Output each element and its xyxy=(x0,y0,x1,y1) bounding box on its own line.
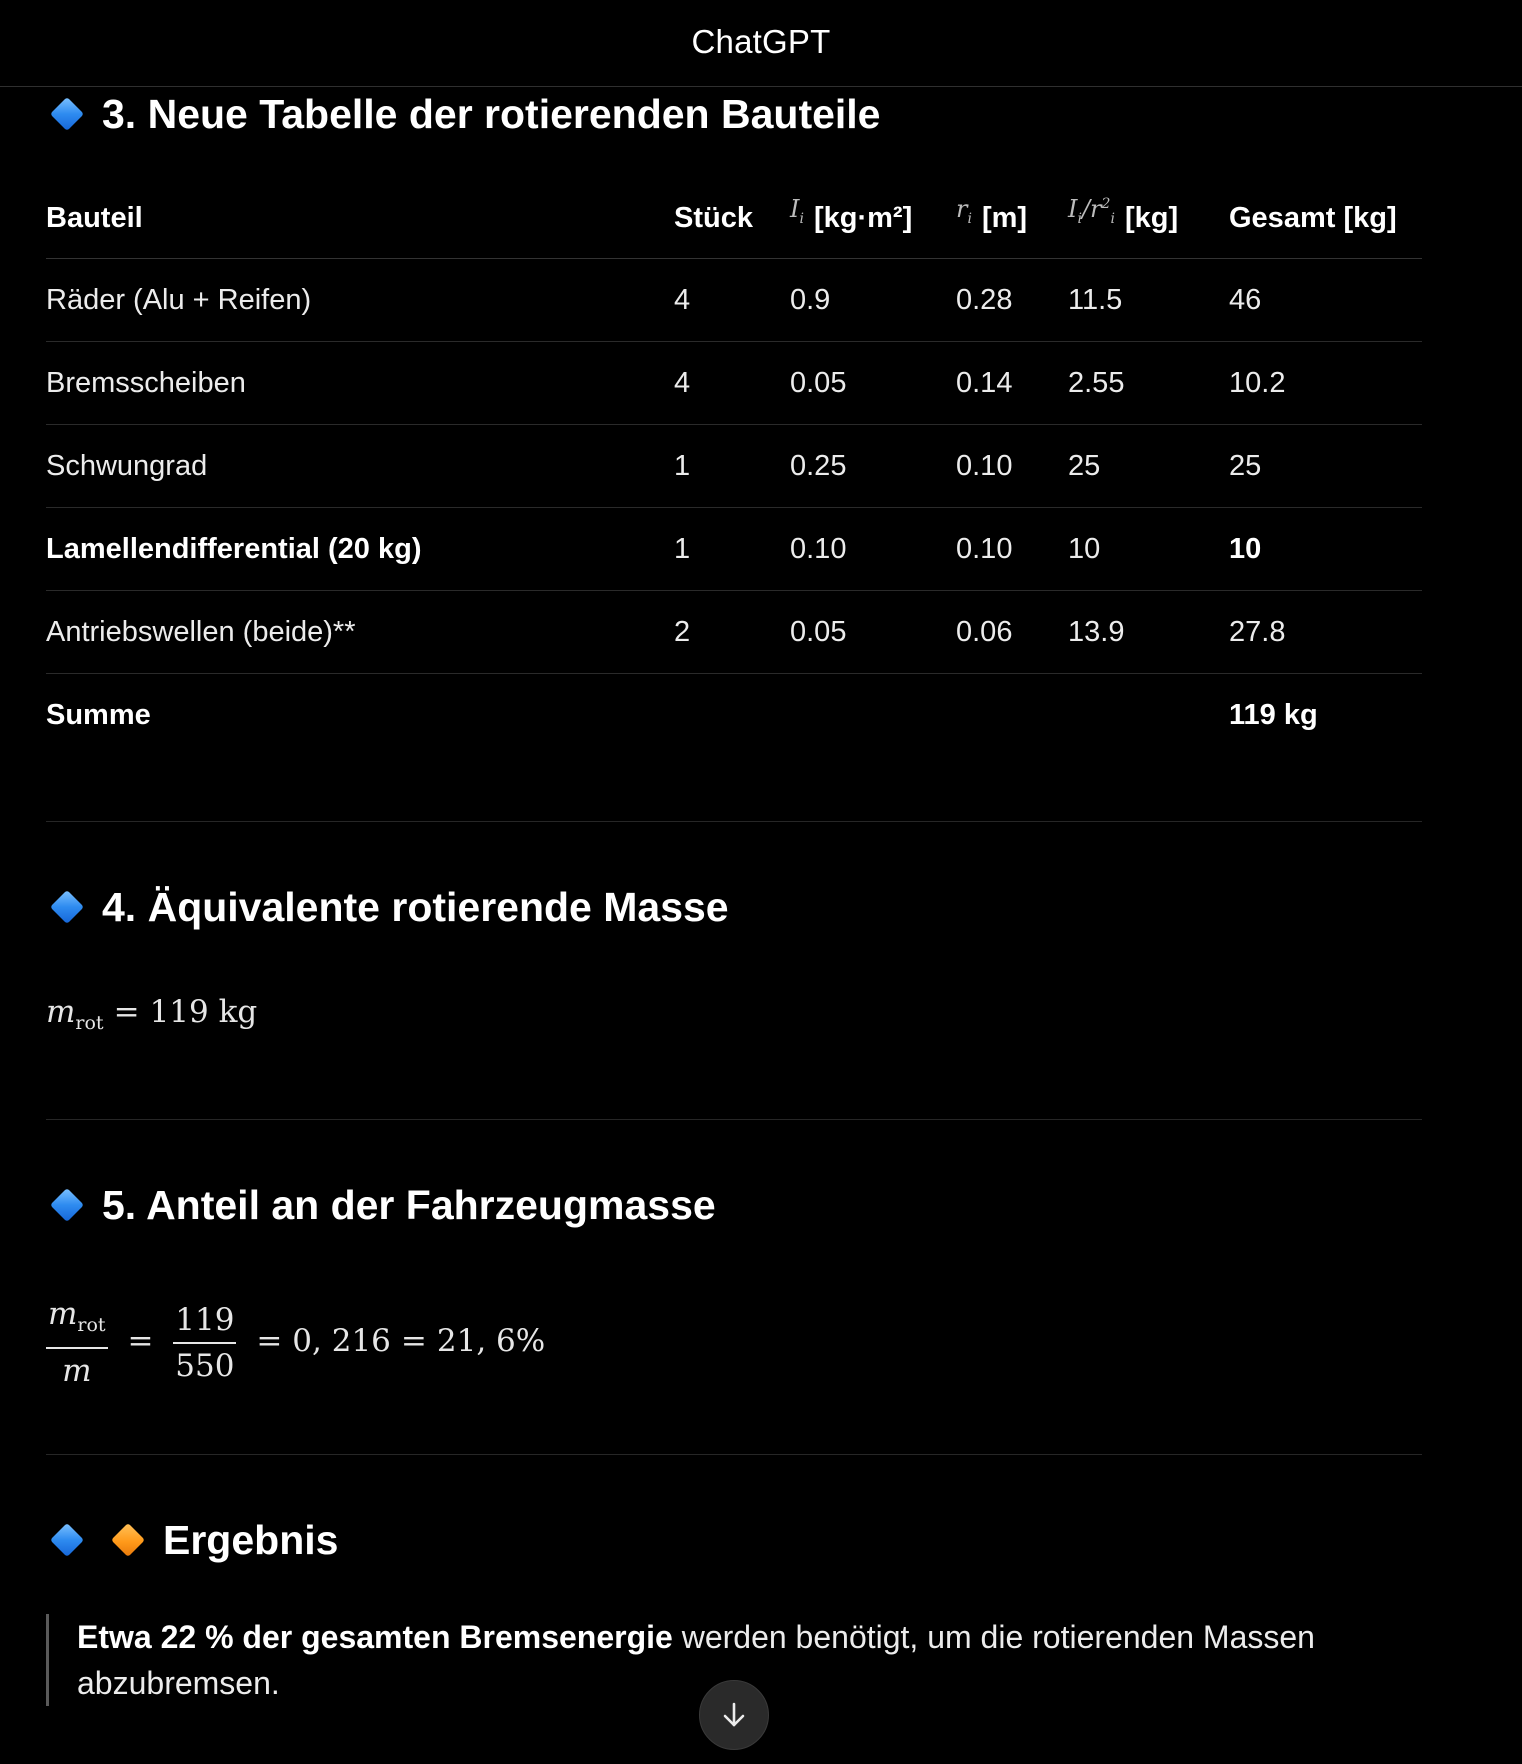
sum-value: 119 kg xyxy=(1229,698,1318,731)
cell-stueck: 4 xyxy=(674,283,691,316)
cell-gesamt: 10.2 xyxy=(1229,366,1286,399)
table-row xyxy=(46,425,1422,508)
header-inertia: $I_i$ [kg·m²] xyxy=(790,195,913,234)
mass-ratio-formula: $\frac{m_{rot}}{m}$ = $\frac{119}{550}$ = 0, 216 = 21, 6% xyxy=(48,1296,546,1390)
arrow-down-icon xyxy=(719,1700,749,1730)
cell-equiv-mass: 25 xyxy=(1068,449,1101,482)
table-row xyxy=(46,591,1422,674)
section-3-title: 3. Neue Tabelle der rotierenden Bauteile xyxy=(102,90,881,137)
section-4-title: 4. Äquivalente rotierende Masse xyxy=(102,883,729,930)
rotating-mass-formula: $m_{rot} = 119$ kg xyxy=(46,994,258,1035)
cell-bauteil: Räder (Alu + Reifen) xyxy=(46,283,312,316)
cell-gesamt: 10 xyxy=(1229,532,1262,565)
app-title: ChatGPT xyxy=(691,23,831,60)
cell-radius: 0.10 xyxy=(956,449,1013,482)
cell-inertia: 0.25 xyxy=(790,449,847,482)
section-divider xyxy=(46,1119,1422,1120)
header-stueck: Stück xyxy=(674,201,753,234)
cell-radius: 0.10 xyxy=(956,532,1013,565)
table-sum-row xyxy=(46,674,1422,756)
blue-diamond-icon xyxy=(50,97,84,131)
cell-gesamt: 46 xyxy=(1229,283,1262,316)
section-3-heading xyxy=(46,88,880,140)
fraction-mrot-m: $\frac{m_{rot}}{m}$ xyxy=(48,1296,106,1390)
radius-symbol: $r_i$ xyxy=(956,195,972,227)
cell-gesamt: 25 xyxy=(1229,449,1262,482)
section-divider xyxy=(46,821,1422,822)
result-bold-text: Etwa 22 % der gesamten Bremsenergie xyxy=(77,1619,673,1655)
cell-inertia: 0.05 xyxy=(790,615,847,648)
cell-inertia: 0.9 xyxy=(790,283,831,316)
cell-stueck: 1 xyxy=(674,532,691,565)
section-5-heading xyxy=(46,1179,716,1231)
header-gesamt: Gesamt [kg] xyxy=(1229,201,1397,234)
blue-diamond-icon xyxy=(50,1188,84,1222)
cell-stueck: 1 xyxy=(674,449,691,482)
header-equiv-mass: $I_i/r^2_i$ [kg] xyxy=(1068,195,1179,234)
inertia-symbol: $I_i$ xyxy=(790,195,804,227)
components-table xyxy=(46,178,1422,756)
cell-bauteil: Lamellendifferential (20 kg) xyxy=(46,532,422,565)
blue-diamond-icon xyxy=(50,890,84,924)
fraction-119-550: $\frac{119}{550}$ xyxy=(175,1301,235,1384)
result-heading xyxy=(46,1514,338,1566)
table-row xyxy=(46,259,1422,342)
blue-diamond-icon xyxy=(50,1523,84,1557)
cell-equiv-mass: 2.55 xyxy=(1068,366,1125,399)
cell-stueck: 4 xyxy=(674,366,691,399)
top-bar xyxy=(0,0,1522,87)
cell-bauteil: Antriebswellen (beide)** xyxy=(46,615,356,648)
orange-diamond-icon xyxy=(111,1523,145,1557)
header-radius: $r_i$ [m] xyxy=(956,195,1028,234)
result-title: Ergebnis xyxy=(163,1516,339,1563)
cell-bauteil: Schwungrad xyxy=(46,449,208,482)
cell-radius: 0.28 xyxy=(956,283,1013,316)
cell-bauteil: Bremsscheiben xyxy=(46,366,246,399)
header-bauteil: Bauteil xyxy=(46,201,143,234)
table-row xyxy=(46,342,1422,425)
cell-inertia: 0.10 xyxy=(790,532,847,565)
cell-equiv-mass: 11.5 xyxy=(1068,283,1123,316)
section-divider xyxy=(46,1454,1422,1455)
cell-inertia: 0.05 xyxy=(790,366,847,399)
scroll-to-bottom-button[interactable] xyxy=(699,1680,769,1750)
result-text: werden benötigt, um die rotierenden Massen abzubremsen. xyxy=(77,1619,1315,1701)
cell-gesamt: 27.8 xyxy=(1229,615,1286,648)
cell-stueck: 2 xyxy=(674,615,691,648)
table-row xyxy=(46,508,1422,591)
cell-equiv-mass: 13.9 xyxy=(1068,615,1125,648)
equiv-mass-symbol: $I_i/r^2_i$ xyxy=(1068,195,1115,227)
cell-radius: 0.06 xyxy=(956,615,1013,648)
cell-equiv-mass: 10 xyxy=(1068,532,1101,565)
section-4-heading xyxy=(46,881,729,933)
cell-radius: 0.14 xyxy=(956,366,1013,399)
section-5-title: 5. Anteil an der Fahrzeugmasse xyxy=(102,1181,716,1228)
sum-label: Summe xyxy=(46,698,151,731)
table-header-row xyxy=(46,178,1422,259)
